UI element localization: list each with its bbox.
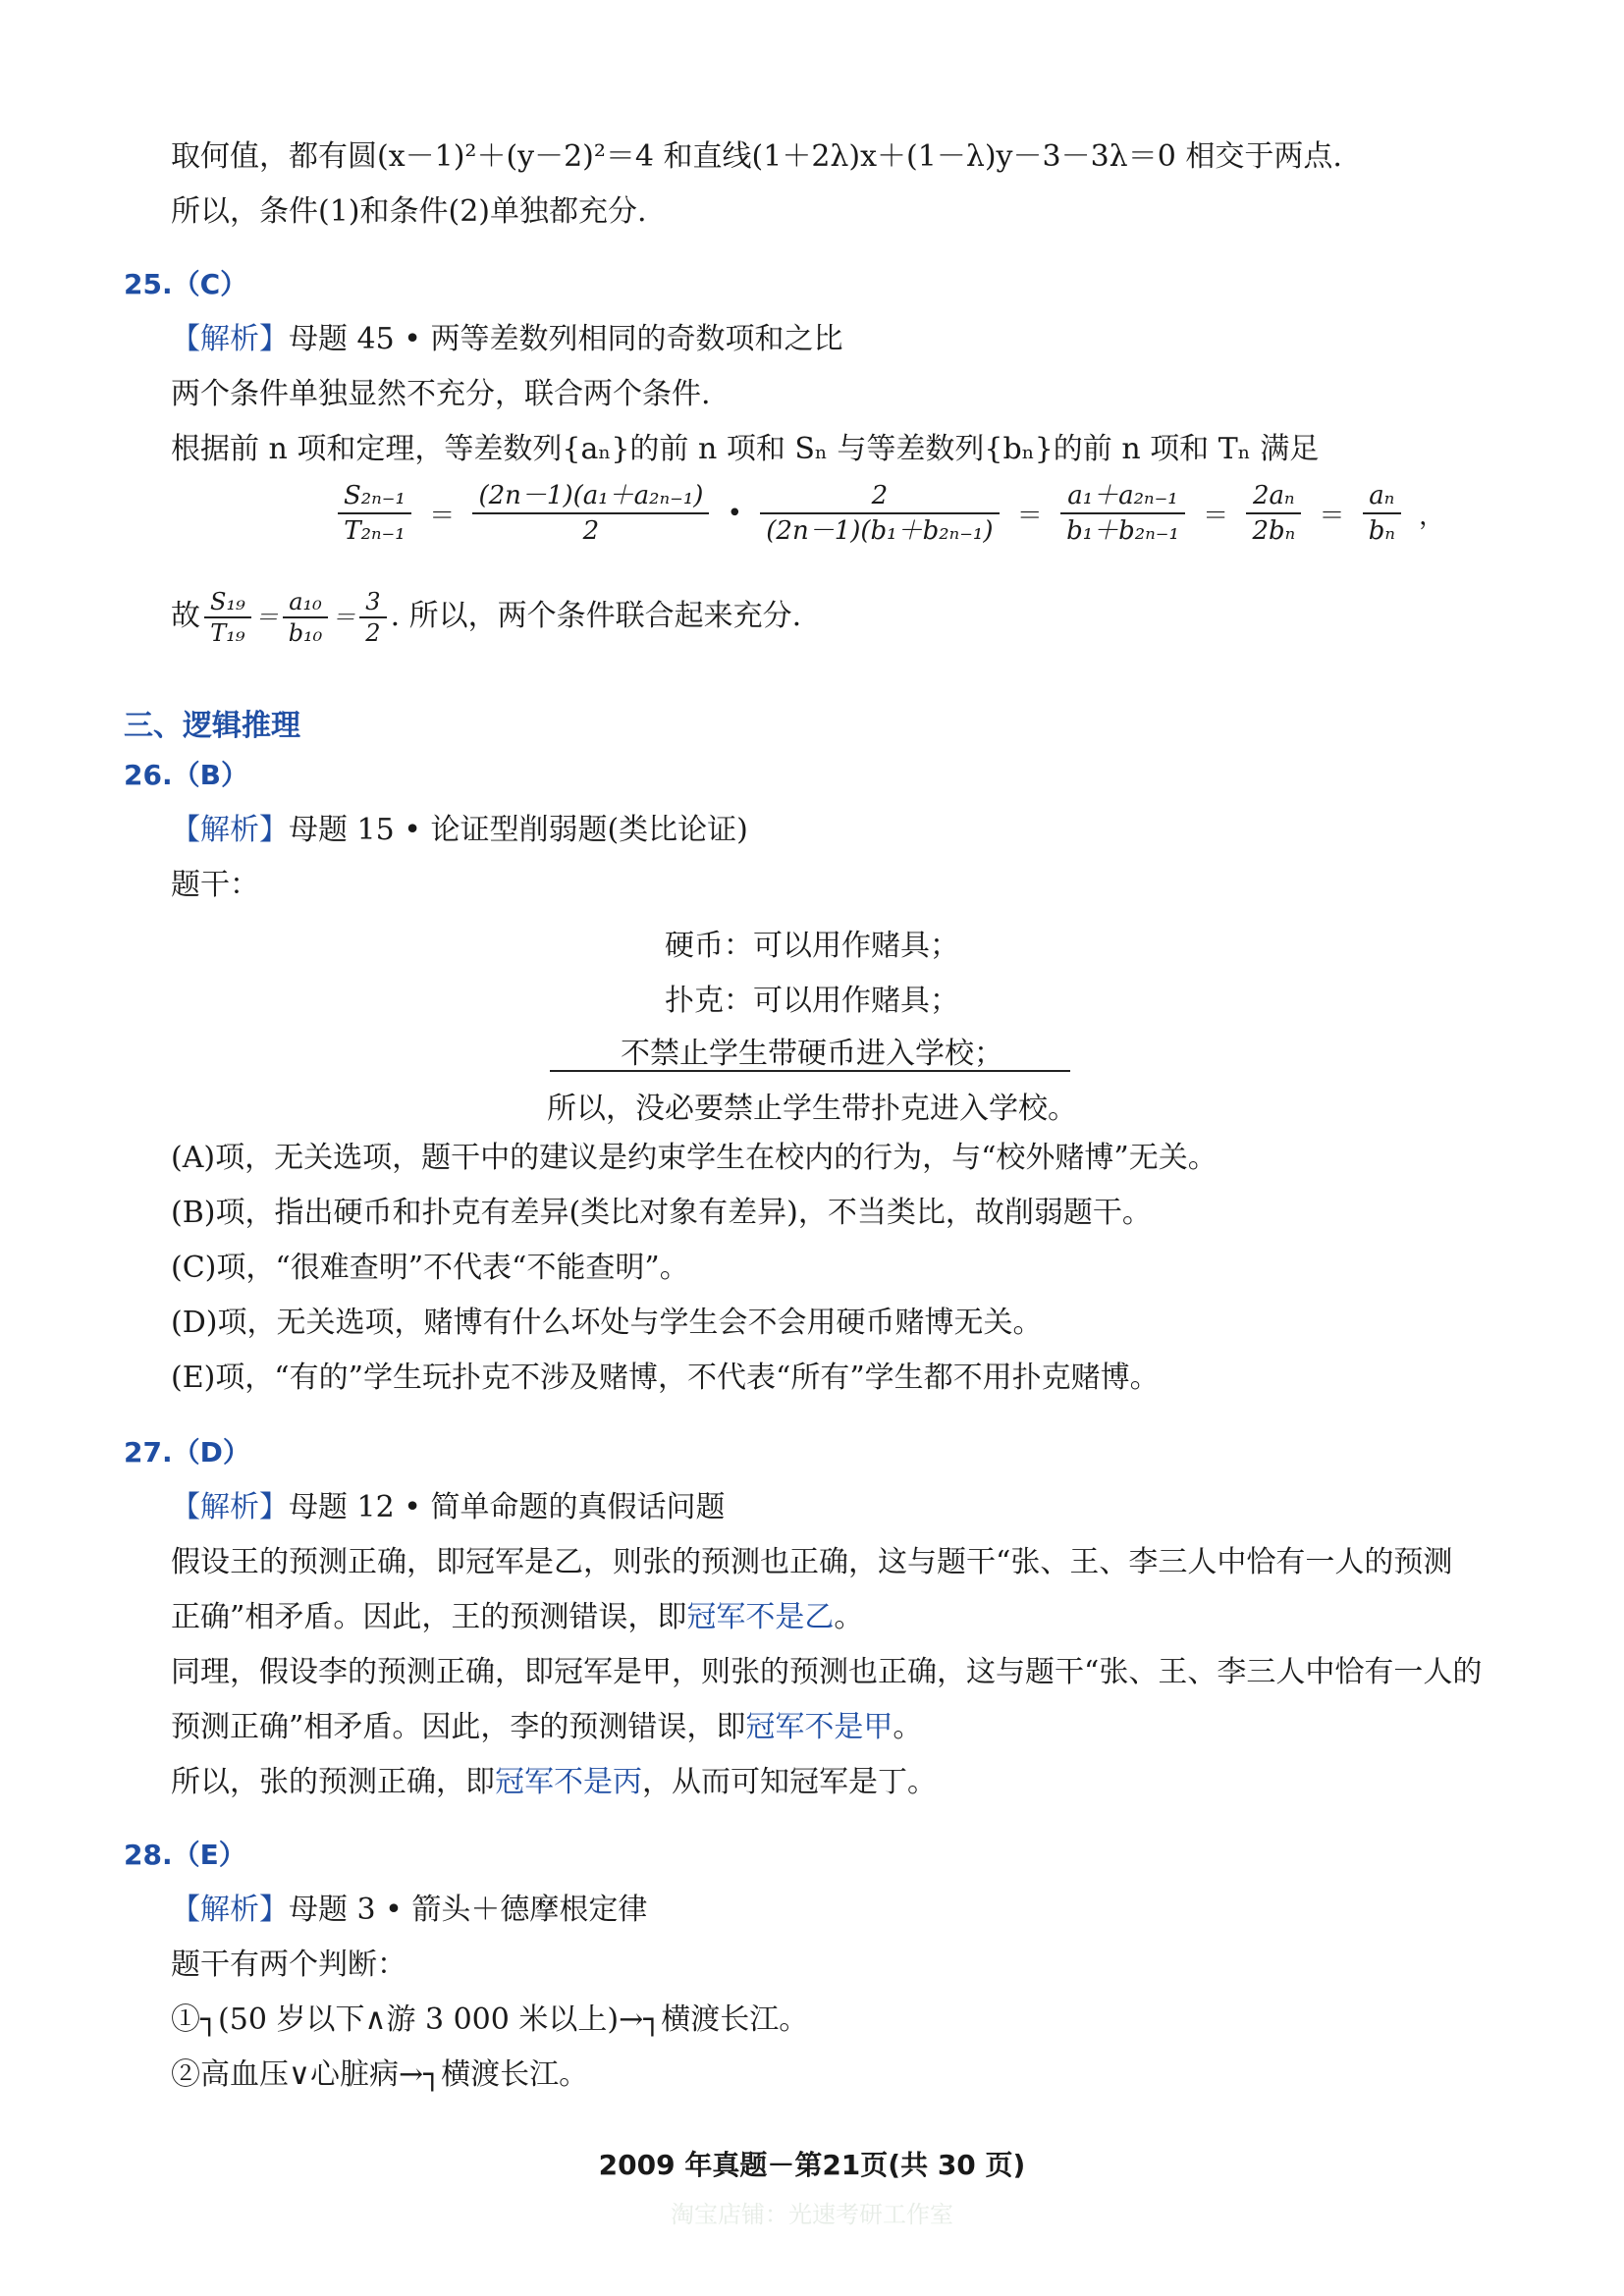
- highlight-text: 冠军不是丙: [495, 1765, 642, 1799]
- option-analysis: (E)项，“有的”学生玩扑克不涉及赌博，不代表“所有”学生都不用扑克赌博。: [171, 1361, 1160, 1395]
- text-line: 假设王的预测正确，即冠军是乙，则张的预测也正确，这与题干“张、王、李三人中恰有一人的预测: [171, 1545, 1453, 1579]
- fraction: $\frac{\text{a₁₀}}{\text{b₁₀}}$: [283, 587, 329, 648]
- syllogism-rule: [550, 1070, 1070, 1072]
- question-number: 25.（C）: [124, 268, 248, 300]
- text-line: 根据前 n 项和定理，等差数列{aₙ}的前 n 项和 Sₙ 与等差数列{bₙ}的前 n 项和 Tₙ 满足: [171, 432, 1320, 466]
- text-line: 同理，假设李的预测正确，即冠军是甲，则张的预测也正确，这与题干“张、王、李三人中恰有一人的: [171, 1655, 1483, 1689]
- fraction: $\frac{3}{2}$: [359, 587, 386, 648]
- option-analysis: (D)项，无关选项，赌博有什么坏处与学生会不会用硬币赌博无关。: [171, 1306, 1043, 1340]
- analysis-heading: [171, 811, 748, 850]
- analysis-heading: [171, 320, 842, 359]
- question-number: 26.（B）: [124, 759, 248, 791]
- text-line: 所以，条件(1)和条件(2)单独都充分.: [171, 194, 647, 229]
- analysis-topic: 母题 3 • 箭头＋德摩根定律: [289, 1893, 648, 1927]
- watermark: 淘宝店铺：光速考研工作室: [671, 2201, 953, 2228]
- option-analysis: (A)项，无关选项，题干中的建议是约束学生在校内的行为，与“校外赌博”无关。: [171, 1141, 1218, 1175]
- analysis-topic: 母题 12 • 简单命题的真假话问题: [289, 1490, 726, 1524]
- text-line: ②高血压∨心脏病→┐横渡长江。: [171, 2057, 589, 2092]
- text-line: 题干：: [171, 868, 259, 902]
- option-analysis: (C)项，“很难查明”不代表“不能查明”。: [171, 1251, 689, 1285]
- text-line: 正确”相矛盾。因此，王的预测错误，即冠军不是乙。: [171, 1600, 864, 1634]
- option-analysis: (B)项，指出硬币和扑克有差异(类比对象有差异)，不当类比，故削弱题干。: [171, 1196, 1152, 1230]
- highlight-text: 冠军不是乙: [686, 1600, 835, 1634]
- highlight-text: 冠军不是甲: [745, 1710, 893, 1744]
- fraction: $\frac{\text{2aₙ}}{\text{2bₙ}}$: [1246, 479, 1301, 548]
- analysis-tag: 【解析】: [171, 322, 289, 356]
- text-line: 预测正确”相矛盾。因此，李的预测错误，即冠军不是甲。: [171, 1710, 923, 1744]
- analysis-tag: 【解析】: [171, 813, 289, 847]
- text-line: 取何值，都有圆(x－1)²＋(y－2)²＝4 和直线(1＋2λ)x＋(1－λ)y－3－3λ＝0 相交于两点.: [171, 139, 1342, 174]
- text-line: 两个条件单独显然不充分，联合两个条件.: [171, 377, 711, 411]
- fraction: $\frac{\text{aₙ}}{\text{bₙ}}$: [1363, 479, 1401, 548]
- page-footer: 2009 年真题－第21页(共 30 页): [598, 2149, 1026, 2181]
- syllogism-premise: 不禁止学生带硬币进入学校；: [621, 1037, 1003, 1071]
- analysis-tag: 【解析】: [171, 1893, 289, 1927]
- syllogism-premise: 扑克：可以用作赌具；: [665, 984, 959, 1018]
- analysis-topic: 母题 45 • 两等差数列相同的奇数项和之比: [289, 322, 843, 356]
- fraction: $\frac{\text{S₁₉}}{\text{T₁₉}}$: [204, 587, 251, 648]
- conclusion-line: 故 $\frac{\text{S₁₉}}{\text{T₁₉}}$ ＝ $\frac{\text{a₁₀}}{\text{b₁₀}}$ ＝ $\frac{3}{2}$ . 所以，两个条件联合起来充分.: [171, 588, 802, 647]
- analysis-heading: [171, 1488, 725, 1527]
- analysis-tag: 【解析】: [171, 1490, 289, 1524]
- sum-ratio-formula: $\frac{\text{S₂ₙ₋₁}}{\text{T₂ₙ₋₁}}$ ＝ $\frac{\text{(2n－1)(a₁＋a₂ₙ₋₁)}}{2}$ • $\frac{2}{\text{(2n－1)(b₁＋b₂ₙ₋₁)}}$ ＝ $\frac{\text{a₁＋a₂ₙ₋₁}}{\text{b₁＋b₂ₙ₋₁}}$ ＝ $\frac{\text{2aₙ}}{\text{2bₙ}}$ ＝ $\frac{\text{aₙ}}{\text{bₙ}}$ ，: [334, 479, 1450, 567]
- text-line: 题干有两个判断：: [171, 1948, 406, 1982]
- syllogism-conclusion: 所以，没必要禁止学生带扑克进入学校。: [547, 1092, 1077, 1126]
- fraction: $\frac{\text{a₁＋a₂ₙ₋₁}}{\text{b₁＋b₂ₙ₋₁}}$: [1060, 479, 1185, 548]
- section-heading: 三、逻辑推理: [124, 709, 300, 743]
- fraction: $\frac{2}{\text{(2n－1)(b₁＋b₂ₙ₋₁)}}$: [760, 479, 999, 548]
- question-number: 27.（D）: [124, 1436, 250, 1468]
- analysis-topic: 母题 15 • 论证型削弱题(类比论证): [289, 813, 748, 847]
- syllogism-premise: 硬币：可以用作赌具；: [665, 929, 959, 963]
- text-line: ①┐(50 岁以下∧游 3 000 米以上)→┐横渡长江。: [171, 2002, 809, 2037]
- question-number: 28.（E）: [124, 1839, 246, 1871]
- text-line: 所以，张的预测正确，即冠军不是丙，从而可知冠军是丁。: [171, 1765, 937, 1799]
- fraction: $\frac{\text{(2n－1)(a₁＋a₂ₙ₋₁)}}{2}$: [472, 479, 709, 548]
- analysis-heading: [171, 1891, 647, 1930]
- fraction: $\frac{\text{S₂ₙ₋₁}}{\text{T₂ₙ₋₁}}$: [338, 479, 411, 548]
